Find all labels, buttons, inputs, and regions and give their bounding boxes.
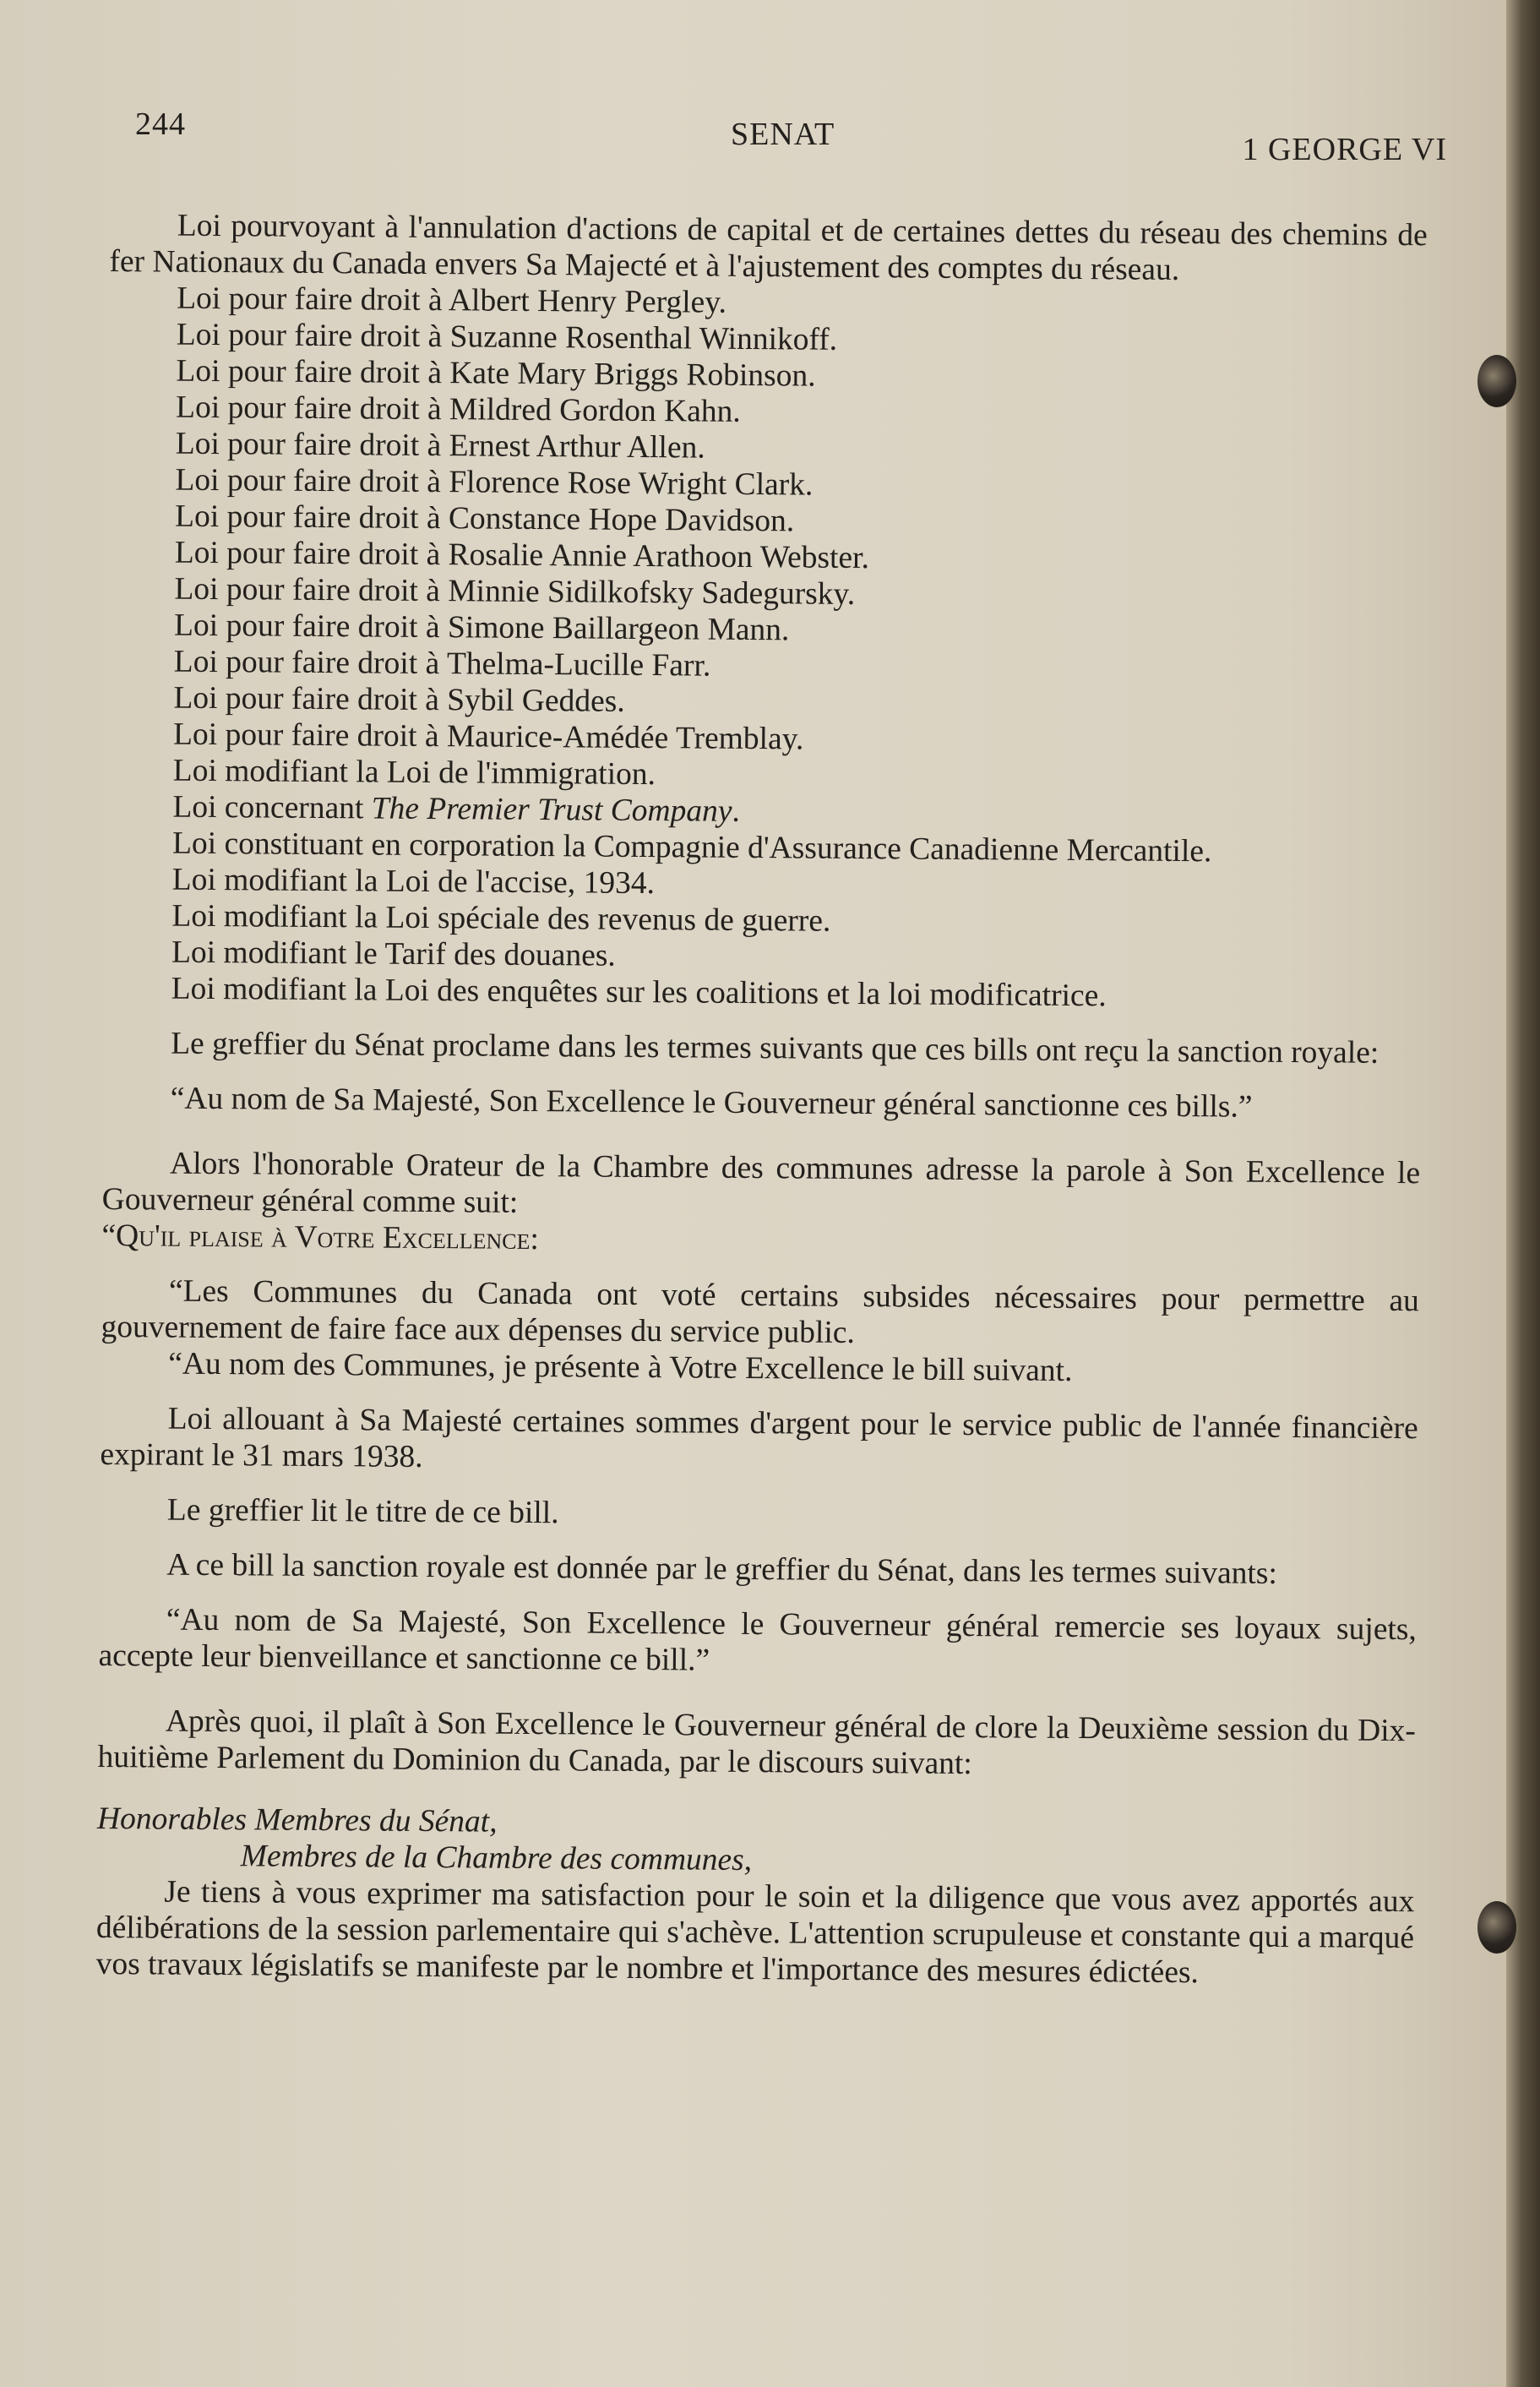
bill-item: Loi pour faire droit à Maurice-Amédée Tremblay. — [172, 717, 804, 757]
running-header — [135, 106, 1447, 165]
page-body — [95, 207, 1427, 1992]
section-title: SENAT — [731, 117, 835, 152]
bill-item: Loi pour faire droit à Suzanne Rosenthal Winnikoff. — [176, 317, 838, 357]
address-communes: Membres de la Chambre des communes, — [240, 1839, 753, 1878]
bill-list — [104, 280, 1428, 1016]
reign-label: 1 GEORGE VI — [1242, 132, 1447, 167]
paragraph-loi-allouant: Loi allouant à Sa Majesté certaines sommes d'argent pour le service public de l'année financière expirant le 31 mars 1938. — [100, 1401, 1418, 1474]
bill-prefix: Loi concernant — [172, 789, 372, 826]
paragraph-sanctionne: “Au nom de Sa Majesté, Son Excellence le Gouverneur général sanctionne ces bills.” — [170, 1081, 1253, 1125]
paragraph-apres-quoi: Après quoi, il plaît à Son Excellence le Gouverneur général de clore la Deuxième session du Dix-huitième Parlement du Dominion du Canada, par le discours suivant: — [97, 1703, 1417, 1782]
bill-item: Loi pour faire droit à Mildred Gordon Kahn. — [175, 390, 741, 429]
bill-item: Loi modifiant la Loi spéciale des revenus de guerre. — [171, 898, 831, 939]
bill-item: Loi modifiant la Loi de l'accise, 1934. — [171, 862, 656, 902]
address-senat: Honorables Membres du Sénat, — [96, 1801, 498, 1839]
paragraph-qu-il-plaise: “Qu'il plaise à Votre Excellence: — [101, 1218, 540, 1257]
bill-item: Loi modifiant la Loi des enquêtes sur les coalitions et la loi modificatrice. — [171, 971, 1107, 1014]
bill-item: Loi pour faire droit à Thelma-Lucille Farr. — [173, 644, 711, 684]
bill-suffix: . — [732, 793, 741, 829]
bill-item: Loi modifiant le Tarif des douanes. — [171, 935, 616, 973]
company-name: The Premier Trust Company — [371, 791, 732, 829]
paragraph-remercie: “Au nom de Sa Majesté, Son Excellence le Gouverneur général remercie ses loyaux sujets, accepte leur bienveillance et sanctionne ce bill.” — [98, 1602, 1417, 1678]
bill-item: Loi pour faire droit à Albert Henry Pergley. — [176, 281, 727, 320]
bill-item: Loi pour faire droit à Florence Rose Wright Clark. — [175, 462, 814, 503]
bill-item: Loi pour faire droit à Sybil Geddes. — [173, 680, 625, 719]
paragraph-a-ce-bill: A ce bill la sanction royale est donnée par le greffier du Sénat, dans les termes suivants: — [166, 1547, 1278, 1591]
bill-item: Loi modifiant la Loi de l'immigration. — [172, 753, 656, 793]
page-number: 244 — [135, 106, 186, 142]
bill-item: Loi pour faire droit à Ernest Arthur Allen. — [175, 426, 705, 466]
bill-item-mercantile: Loi constituant en corporation la Compagnie d'Assurance Canadienne Mercantile. — [171, 826, 1212, 869]
paragraph-orateur: Alors l'honorable Orateur de la Chambre des communes adresse la parole à Son Excellence le Gouverneur général comme suit: — [101, 1146, 1421, 1220]
paragraph-discours: Je tiens à vous exprimer ma satisfaction pour le soin et la diligence que vous avez apportés aux délibérations de la session parlementaire qui s'achève. L'attention scrupuleuse et constante qui a marqué vos travaux législatifs se manifeste par le nombre et l'importance des mesures édictées. — [95, 1874, 1415, 1991]
bill-item: Loi pour faire droit à Simone Baillargeon Mann. — [173, 608, 790, 648]
paragraph-greffier-lit: Le greffier lit le titre de ce bill. — [166, 1492, 559, 1531]
paragraph-greffier-proclame: Le greffier du Sénat proclame dans les termes suivants que ces bills ont reçu la sanction royale: — [171, 1026, 1379, 1071]
paragraph-communes-vote: “Les Communes du Canada ont voté certains subsides nécessaires pour permettre au gouvernement de faire face aux dépenses du service public. — [101, 1273, 1420, 1350]
bill-item: Loi pour faire droit à Minnie Sidilkofsky Sadegursky. — [174, 571, 856, 612]
bill-item: Loi pour faire droit à Constance Hope Davidson. — [174, 499, 795, 539]
book-binding — [1506, 0, 1540, 2387]
binding-ring-lower — [1477, 1901, 1516, 1954]
paragraph-au-nom-communes: “Au nom des Communes, je présente à Votre Excellence le bill suivant. — [168, 1346, 1073, 1388]
binding-ring-upper — [1477, 355, 1516, 407]
bill-item: Loi pour faire droit à Kate Mary Briggs Robinson. — [176, 353, 816, 394]
bill-item: Loi pour faire droit à Rosalie Annie Arathoon Webster. — [174, 535, 870, 576]
intro-bill: Loi pourvoyant à l'annulation d'actions de capital et de certaines dettes du réseau des chemins de fer Nationaux du Canada envers Sa Majecté et à l'ajustement des comptes du réseau. — [109, 208, 1428, 287]
